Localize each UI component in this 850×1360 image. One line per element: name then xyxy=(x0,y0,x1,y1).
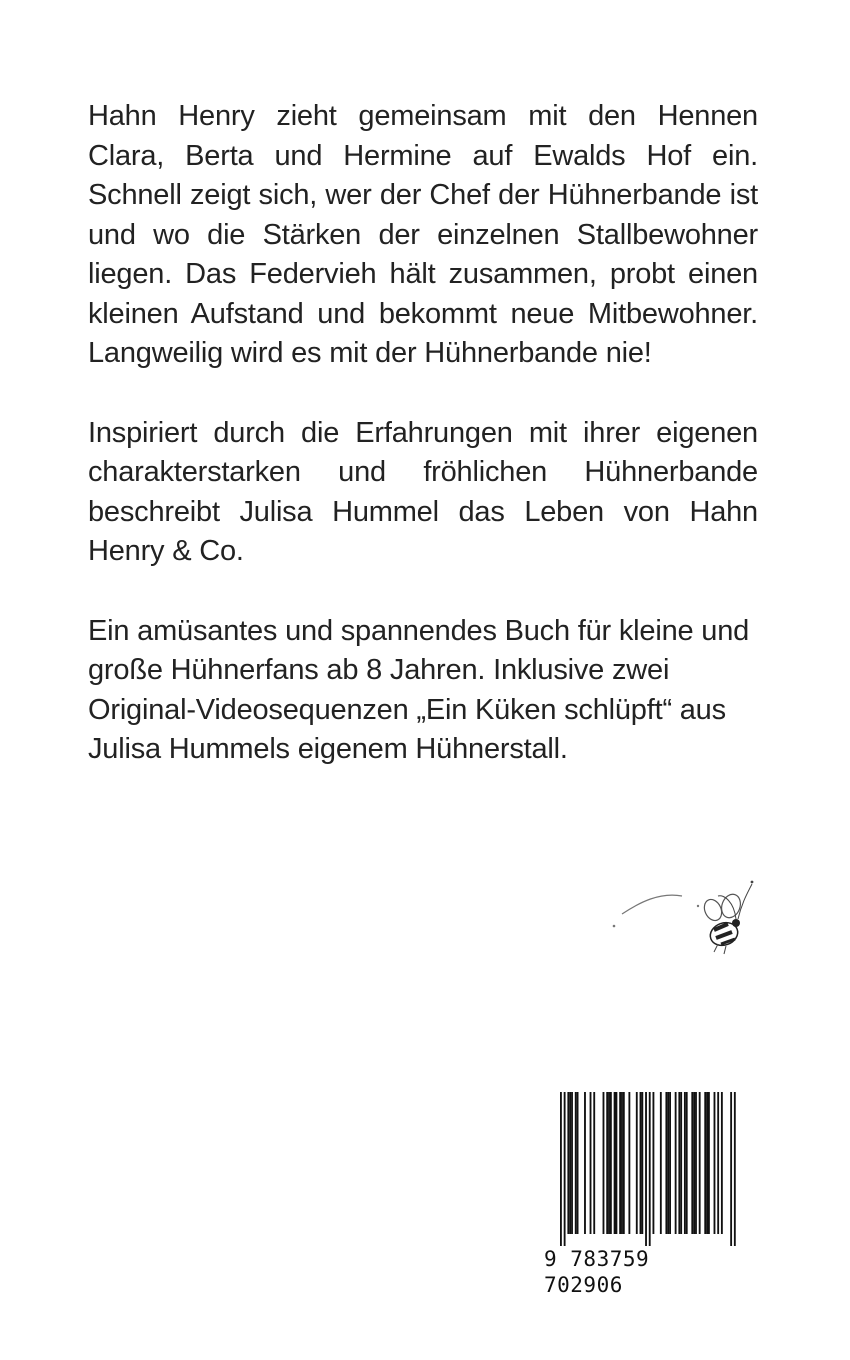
barcode-bar xyxy=(706,1092,708,1234)
barcode-bar xyxy=(590,1092,592,1234)
barcode-bar xyxy=(660,1092,662,1234)
barcode-bar xyxy=(593,1092,595,1234)
barcode-bar xyxy=(584,1092,586,1234)
barcode-bar xyxy=(636,1092,638,1234)
barcode-bar xyxy=(678,1092,680,1234)
barcode-guard-bar xyxy=(560,1092,562,1248)
barcode-bar xyxy=(653,1092,655,1234)
barcode-bar xyxy=(614,1092,616,1234)
barcode-bar xyxy=(616,1092,618,1234)
barcode-bar xyxy=(714,1092,716,1234)
barcode-guard-bar xyxy=(649,1092,651,1248)
blurb-paragraph-3: Ein amüsantes und spannendes Buch für kleine und große Hühnerfans ab 8 Jahren. Inklusive zwei Original-Videosequenzen „Ein Küken schlüpft“ aus Julisa Hummels eigenem Hühnerstall. xyxy=(88,614,750,765)
blurb-paragraph-1: Hahn Henry zieht gemeinsam mit den Hennen Clara, Berta und Hermine auf Ewalds Hof ein. Schnell zeigt sich, wer der Chef der Hühnerbande ist und wo die Stärken der einzelnen Stallbewohner liegen. Das Federvieh hält zusammen, probt einen kleinen Aufstand und bekommt neue Mitbewohner. Langweilig wird es mit der Hühnerbande nie! xyxy=(88,100,758,369)
barcode-bar xyxy=(691,1092,693,1234)
barcode-bar xyxy=(686,1092,688,1234)
barcode-bar xyxy=(567,1092,569,1234)
isbn-barcode xyxy=(534,1084,740,1297)
barcode-bar xyxy=(717,1092,719,1234)
blurb-paragraph-2: Inspiriert durch die Erfahrungen mit ihrer eigenen charakterstarken und fröhlichen Hühnerbande beschreibt Julisa Hummel das Leben von Hahn Henry & Co. xyxy=(88,416,758,567)
barcode-bar xyxy=(610,1092,612,1234)
barcode-bars xyxy=(534,1084,740,1248)
barcode-bar xyxy=(680,1092,682,1234)
barcode-bar xyxy=(684,1092,686,1234)
barcode-bar xyxy=(628,1092,630,1234)
barcode-bar xyxy=(640,1092,642,1234)
barcode-bar xyxy=(571,1092,573,1234)
barcode-bar xyxy=(669,1092,671,1234)
barcode-guard-bar xyxy=(564,1092,566,1248)
barcode-bar xyxy=(641,1092,643,1234)
barcode-bar xyxy=(708,1092,710,1234)
barcode-bar xyxy=(721,1092,723,1234)
barcode-bar xyxy=(675,1092,677,1234)
barcode-guard-bar xyxy=(734,1092,736,1248)
barcode-bar xyxy=(569,1092,571,1234)
barcode-bar xyxy=(693,1092,695,1234)
back-cover-blurb xyxy=(88,97,758,810)
barcode-bar xyxy=(619,1092,621,1234)
barcode-bar xyxy=(575,1092,577,1234)
barcode-bar xyxy=(606,1092,608,1234)
barcode-bar xyxy=(621,1092,623,1234)
barcode-bar xyxy=(695,1092,697,1234)
barcode-guard-bar xyxy=(730,1092,732,1248)
barcode-bar xyxy=(699,1092,701,1234)
barcode-guard-bar xyxy=(645,1092,647,1248)
barcode-bar xyxy=(577,1092,579,1234)
bee-icon xyxy=(600,862,760,962)
barcode-bar xyxy=(608,1092,610,1234)
barcode-bar xyxy=(603,1092,605,1234)
isbn-number: 9 783759 702906 xyxy=(544,1246,740,1298)
barcode-bar xyxy=(667,1092,669,1234)
barcode-bar xyxy=(665,1092,667,1234)
barcode-bar xyxy=(704,1092,706,1234)
barcode-bar xyxy=(623,1092,625,1234)
